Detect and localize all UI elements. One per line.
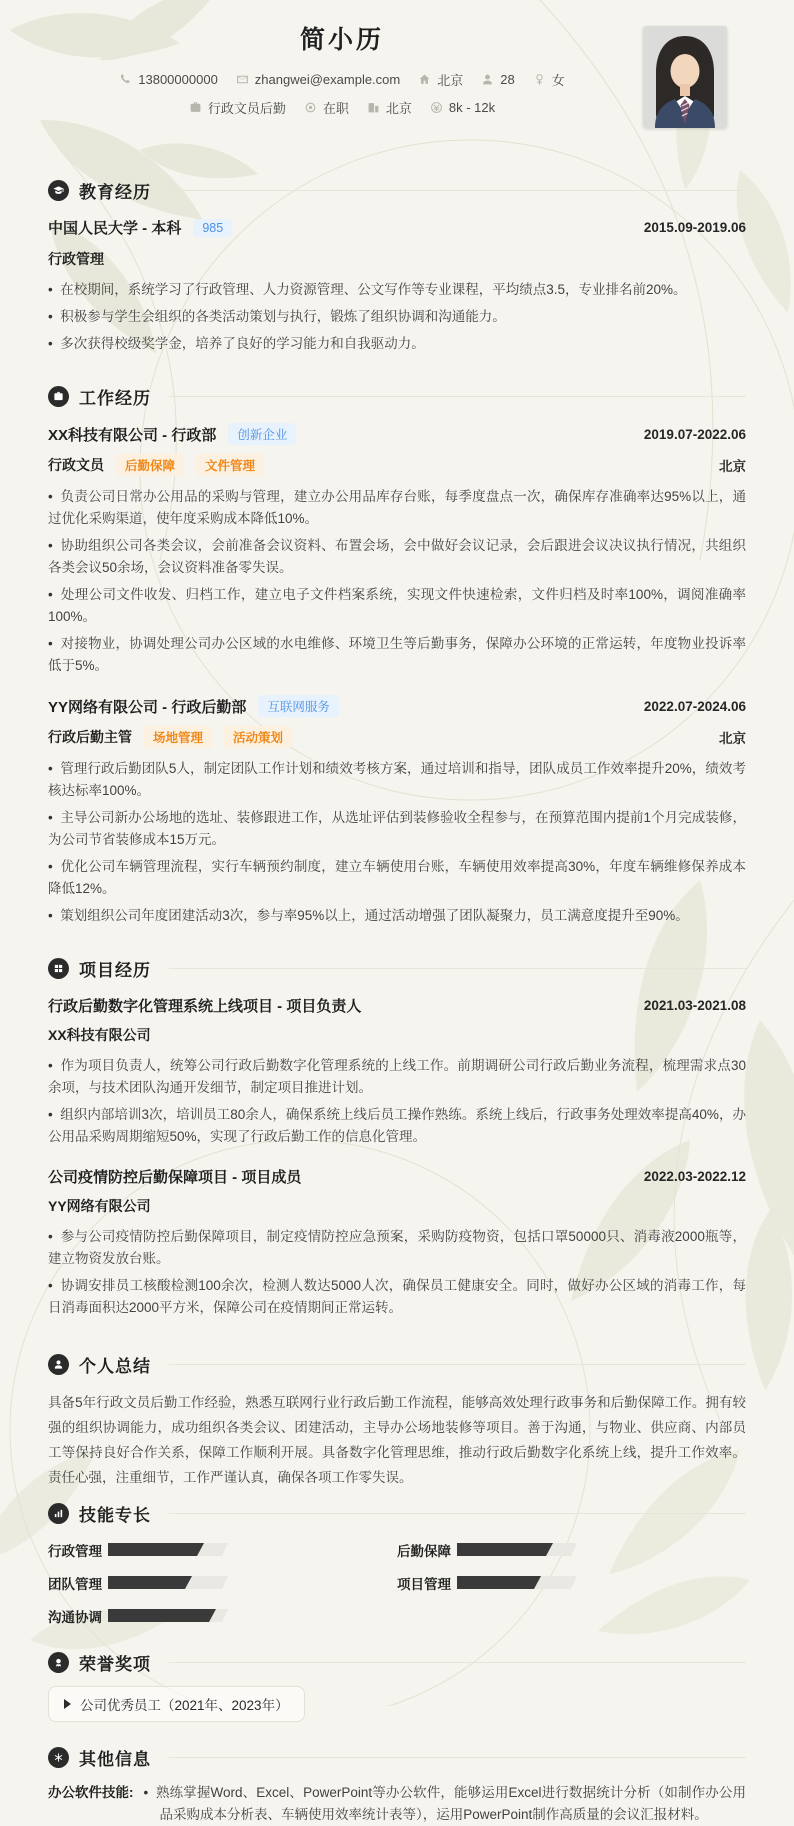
job-tag: 场地管理 [144, 726, 212, 748]
job-entry-header [48, 695, 746, 717]
contact-job-intent-text: 行政文员后勤 [207, 101, 286, 116]
job-location: 北京 [719, 731, 746, 746]
job-date: 2019.07-2022.06 [643, 426, 746, 442]
project-bullet: • 协调安排员工核酸检测100余次，检测人数达5000人次，确保员工健康安全。同时，做好办公区域的消毒工作，每日消毒面积达2000平方米，保障公司在疫情期间正常运转。 [48, 1275, 746, 1319]
skill-item [48, 1575, 397, 1590]
skill-label: 项目管理 [397, 1576, 451, 1592]
section-header-projects [48, 957, 746, 979]
skill-bar [457, 1576, 577, 1589]
skill-bar-fill [457, 1543, 553, 1556]
project-bullet: • 组织内部培训3次，培训员工80余人，确保系统上线后员工操作熟练。系统上线后，行政事务处理效率提高40%，办公用品采购周期缩短50%，实现了行政后勤工作的信息化管理。 [48, 1104, 746, 1148]
education-bullet: • 在校期间，系统学习了行政管理、人力资源管理、公文写作等专业课程，平均绩点3.5，专业排名前20%。 [48, 279, 746, 301]
company-name: XX科技有限公司 - 行政部 [48, 426, 217, 444]
grid-icon [48, 958, 69, 979]
job-bullet: • 协助组织公司各类会议，会前准备会议资料、布置会场，会中做好会议记录，会后跟进会议决议执行情况，共组织各类会议50余场，会议资料准备零失误。 [48, 535, 746, 579]
play-icon [64, 1699, 71, 1709]
contact-location [418, 70, 463, 89]
education-bullet: • 多次获得校级奖学金，培养了良好的学习能力和自我驱动力。 [48, 333, 746, 355]
skill-bar [108, 1576, 228, 1589]
summary-text: 具备5年行政文员后勤工作经验，熟悉互联网行业行政后勤工作流程，能够高效处理行政事务和后勤保障工作。拥有较强的组织协调能力，成功组织各类会议、团建活动，主导办公场地装修等项目。善于沟通，与物业、供应商、内部员工等保持良好合作关系，保障工作顺利开展。具备数字化管理思维，推动行政后勤数字化系统上线，提升工作效率。责任心强，注重细节，工作严谨认真，确保各项工作零失误。 [48, 1395, 746, 1485]
section-title-education: 教育经历 [79, 182, 151, 202]
job-entry-subheader [48, 726, 746, 748]
skill-bar [457, 1543, 577, 1556]
skill-bar [108, 1543, 228, 1556]
section-divider [169, 968, 746, 969]
project-entry-header [48, 1166, 746, 1187]
skill-item [48, 1608, 397, 1623]
education-major: 行政管理 [48, 251, 104, 267]
skill-label: 沟通协调 [48, 1609, 102, 1625]
project-bullets [48, 1055, 746, 1148]
job-bullet: • 负责公司日常办公用品的采购与管理，建立办公用品库存台账，每季度盘点一次，确保库存准确率达95%以上，通过优化采购渠道，使年度采购成本降低10%。 [48, 486, 746, 530]
section-header-education [48, 179, 746, 201]
page-title: 简小历 [299, 26, 384, 54]
job-position: 行政后勤主管 [48, 729, 132, 745]
job-tag: 活动策划 [224, 726, 292, 748]
resume-header [48, 20, 636, 117]
contact-city [367, 98, 412, 117]
project-bullet: • 参与公司疫情防控后勤保障项目，制定疫情防控应急预案，采购防疫物资，包括口罩50000只、消毒液2000瓶等，建立物资发放台账。 [48, 1226, 746, 1270]
salary-icon [430, 101, 443, 114]
skill-bar-fill [108, 1543, 204, 1556]
job-bullet: • 处理公司文件收发、归档工作，建立电子文件档案系统，实现文件快速检索，文件归档及时率100%，调阅准确率100%。 [48, 584, 746, 628]
job-bullet: • 优化公司车辆管理流程，实行车辆预约制度，建立车辆使用台账，车辆使用效率提高30%，年度车辆维修保养成本降低12%。 [48, 856, 746, 900]
section-divider [169, 1662, 746, 1663]
job-bullet: • 主导公司新办公场地的选址、装修跟进工作，从选址评估到装修验收全程参与，在预算范围内提前1个月完成装修，为公司节省装修成本15万元。 [48, 807, 746, 851]
skill-label: 后勤保障 [397, 1543, 451, 1559]
skill-item [397, 1575, 746, 1590]
status-icon [304, 101, 317, 114]
gender-icon [533, 73, 546, 86]
contact-row-2 [48, 98, 636, 117]
job-bullet: • 策划组织公司年度团建活动3次，参与率95%以上，通过活动增强了团队凝聚力，员工满意度提升至90%。 [48, 905, 746, 927]
company-badge: 创新企业 [228, 423, 296, 445]
section-title-honors: 荣誉奖项 [79, 1654, 151, 1674]
education-bullets [48, 279, 746, 355]
school-name: 中国人民大学 - 本科 [48, 220, 182, 237]
project-date: 2022.03-2022.12 [643, 1169, 746, 1184]
phone-icon [119, 73, 132, 86]
skill-label: 行政管理 [48, 1543, 102, 1559]
section-divider [169, 1513, 746, 1514]
education-date: 2015.09-2019.06 [643, 220, 746, 235]
honor-item-text: 公司优秀员工（2021年、2023年） [80, 1698, 289, 1713]
section-divider [169, 1364, 746, 1365]
section-title-work: 工作经历 [79, 388, 151, 408]
asterisk-icon [48, 1747, 69, 1768]
home-icon [418, 73, 431, 86]
honor-item-button[interactable] [48, 1686, 305, 1722]
section-title-other: 其他信息 [79, 1749, 151, 1769]
contact-row-1 [48, 70, 636, 89]
section-divider [169, 396, 746, 397]
company-badge: 互联网服务 [258, 695, 339, 717]
contact-location-text: 北京 [437, 73, 464, 88]
contact-status-text: 在职 [322, 101, 349, 116]
other-info-row [48, 1782, 746, 1826]
mail-icon [236, 73, 249, 86]
contact-city-text: 北京 [385, 101, 412, 116]
project-date: 2021.03-2021.08 [643, 998, 746, 1013]
job-bullets [48, 758, 746, 927]
other-info-text: • 熟练掌握Word、Excel、PowerPoint等办公软件，能够运用Excel进行数据统计分析（如制作办公用品采购成本分析表、车辆使用效率统计表等），运用PowerPoint制作高质量的会议汇报材料。 [144, 1782, 747, 1826]
section-title-skills: 技能专长 [79, 1505, 151, 1525]
person-icon [48, 1354, 69, 1375]
contact-phone [119, 72, 218, 87]
bar-chart-icon [48, 1503, 69, 1524]
job-entry-header [48, 423, 746, 445]
project-bullet: • 作为项目负责人，统筹公司行政后勤数字化管理系统的上线工作。前期调研公司行政后勤业务流程，梳理需求点30余项，与技术团队沟通开发细节，制定项目推进计划。 [48, 1055, 746, 1099]
section-divider [169, 190, 746, 191]
job-bullet: • 管理行政后勤团队5人，制定团队工作计划和绩效考核方案，通过培训和指导，团队成员工作效率提升20%，绩效考核达标率100%。 [48, 758, 746, 802]
section-divider [169, 1757, 746, 1758]
project-name: 公司疫情防控后勤保障项目 - 项目成员 [48, 1169, 302, 1186]
section-header-summary [48, 1353, 746, 1375]
project-company: XX科技有限公司 [48, 1027, 151, 1043]
education-entry-header [48, 217, 746, 238]
job-position: 行政文员 [48, 457, 104, 473]
skill-item [48, 1542, 397, 1557]
company-name: YY网络有限公司 - 行政后勤部 [48, 698, 247, 716]
skill-bar [108, 1609, 228, 1622]
section-header-honors [48, 1651, 746, 1673]
section-header-skills [48, 1502, 746, 1524]
project-entry-header [48, 995, 746, 1016]
job-bullets [48, 486, 746, 677]
project-company: YY网络有限公司 [48, 1198, 151, 1214]
skill-item [397, 1542, 746, 1557]
skill-bar-fill [108, 1609, 216, 1622]
graduation-cap-icon [48, 180, 69, 201]
skill-bar-fill [108, 1576, 192, 1589]
briefcase-icon [189, 101, 202, 114]
contact-age [481, 72, 514, 87]
profile-photo [643, 26, 727, 128]
project-name: 行政后勤数字化管理系统上线项目 - 项目负责人 [48, 998, 362, 1015]
contact-age-text: 28 [500, 72, 515, 87]
project-bullets [48, 1226, 746, 1319]
section-header-other [48, 1746, 746, 1768]
section-title-summary: 个人总结 [79, 1356, 151, 1376]
contact-status [304, 98, 349, 117]
job-location: 北京 [719, 459, 746, 474]
contact-salary [430, 100, 495, 115]
skill-label: 团队管理 [48, 1576, 102, 1592]
contact-email-text: zhangwei@example.com [254, 72, 401, 87]
job-bullet: • 对接物业，协调处理公司办公区域的水电维修、环境卫生等后勤事务，保障办公环境的正常运转，年度物业投诉率低于5%。 [48, 633, 746, 677]
contact-phone-text: 13800000000 [138, 72, 218, 87]
medal-icon [48, 1652, 69, 1673]
job-tag: 后勤保障 [116, 454, 184, 476]
job-date: 2022.07-2024.06 [643, 698, 746, 714]
school-badge: 985 [193, 219, 232, 237]
skill-bar-fill [457, 1576, 541, 1589]
building-icon [367, 101, 380, 114]
section-title-projects: 项目经历 [79, 960, 151, 980]
skills-grid [48, 1542, 746, 1623]
job-tag: 文件管理 [196, 454, 264, 476]
contact-email [236, 72, 400, 87]
briefcase-icon [48, 386, 69, 407]
contact-gender [533, 70, 565, 89]
other-info-label: 办公软件技能: [48, 1785, 134, 1800]
contact-job-intent [189, 98, 286, 117]
contact-salary-text: 8k - 12k [448, 100, 496, 115]
contact-gender-text: 女 [551, 73, 565, 88]
age-icon [481, 73, 494, 86]
job-entry-subheader [48, 454, 746, 476]
education-bullet: • 积极参与学生会组织的各类活动策划与执行，锻炼了组织协调和沟通能力。 [48, 306, 746, 328]
section-header-work [48, 385, 746, 407]
